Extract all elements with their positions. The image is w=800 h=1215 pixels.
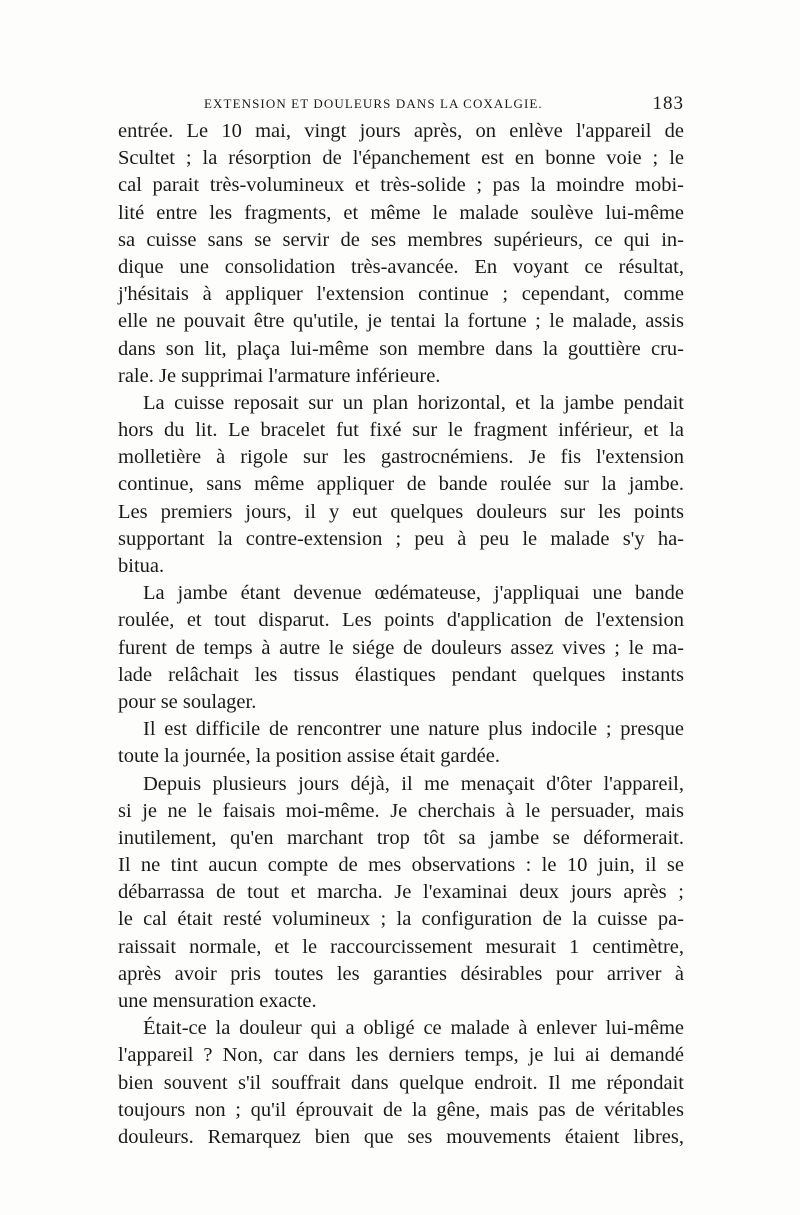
text-line: entrée. Le 10 mai, vingt jours après, on enlève l'appareil de (118, 120, 684, 142)
text-line: Il est difficile de rencontrer une nature plus indocile ; presque (143, 718, 684, 741)
text-line: le cal était resté volumineux ; la configuration de la cuisse pa- (118, 908, 684, 931)
page-number: 183 (652, 93, 684, 114)
text-line: rale. Je supprimai l'armature inférieure. (118, 364, 441, 387)
text-line: Les premiers jours, il y eut quelques douleurs sur les points (118, 500, 684, 523)
text-line: inutilement, qu'en marchant trop tôt sa jambe se déformerait. (118, 826, 684, 849)
text-line: supportant la contre-extension ; peu à peu le malade s'y ha- (118, 527, 684, 550)
text-line: pour se soulager. (118, 690, 257, 713)
text-line: douleurs. Remarquez bien que ses mouvements étaient libres, (118, 1125, 684, 1148)
text-line: dans son lit, plaça lui-même son membre dans la gouttière cru- (118, 337, 684, 360)
text-line: Scultet ; la résorption de l'épanchement est en bonne voie ; le (118, 147, 684, 170)
text-line: toute la journée, la position assise était gardée. (118, 745, 500, 768)
text-line: La cuisse reposait sur un plan horizontal, et la jambe pendait (143, 391, 684, 414)
text-line: l'appareil ? Non, car dans les derniers temps, je lui ai demandé (118, 1044, 684, 1067)
text-line: lade relâchait les tissus élastiques pendant quelques instants (118, 663, 684, 686)
text-line: une mensuration exacte. (118, 990, 317, 1012)
text-line: bitua. (118, 555, 165, 577)
text-line: molletière à rigole sur les gastrocnémiens. Je fis l'extension (118, 446, 684, 469)
text-line: La jambe étant devenue œdémateuse, j'appliquai une bande (143, 582, 684, 605)
text-line: cal parait très-volumineux et très-solide ; pas la moindre mobi- (118, 174, 684, 197)
text-line: toujours non ; qu'il éprouvait de la gêne, mais pas de véritables (118, 1098, 684, 1121)
running-head (118, 93, 684, 116)
text-line: continue, sans même appliquer de bande roulée sur la jambe. (118, 473, 684, 496)
text-line: débarrassa de tout et marcha. Je l'examinai deux jours après ; (118, 881, 684, 904)
running-title: EXTENSION ET DOULEURS DANS LA COXALGIE. (204, 96, 543, 111)
text-line: après avoir pris toutes les garanties désirables pour arriver à (118, 962, 684, 985)
text-line: sa cuisse sans se servir de ses membres supérieurs, ce qui in- (118, 228, 684, 251)
text-line: Était-ce la douleur qui a obligé ce malade à enlever lui-même (143, 1017, 684, 1040)
text-line: si je ne le faisais moi-même. Je cherchais à le persuader, mais (118, 799, 684, 822)
text-line: raissait normale, et le raccourcissement mesurait 1 centimètre, (118, 935, 684, 958)
text-line: furent de temps à autre le siége de douleurs assez vives ; le ma- (118, 636, 684, 659)
text-line: lité entre les fragments, et même le malade soulève lui-même (118, 201, 684, 224)
text-line: roulée, et tout disparut. Les points d'application de l'extension (118, 609, 684, 632)
body-text (118, 118, 684, 1151)
text-line: Il ne tint aucun compte de mes observations : le 10 juin, il se (118, 854, 684, 877)
text-line: hors du lit. Le bracelet fut fixé sur le fragment inférieur, et la (118, 419, 684, 442)
text-line: Depuis plusieurs jours déjà, il me menaçait d'ôter l'appareil, (143, 772, 684, 795)
text-line: bien souvent s'il souffrait dans quelque endroit. Il me répondait (118, 1071, 684, 1094)
text-line: dique une consolidation très-avancée. En voyant ce résultat, (118, 255, 684, 278)
text-line: elle ne pouvait être qu'utile, je tentai la fortune ; le malade, assis (118, 310, 684, 333)
text-line: j'hésitais à appliquer l'extension continue ; cependant, comme (118, 283, 684, 306)
